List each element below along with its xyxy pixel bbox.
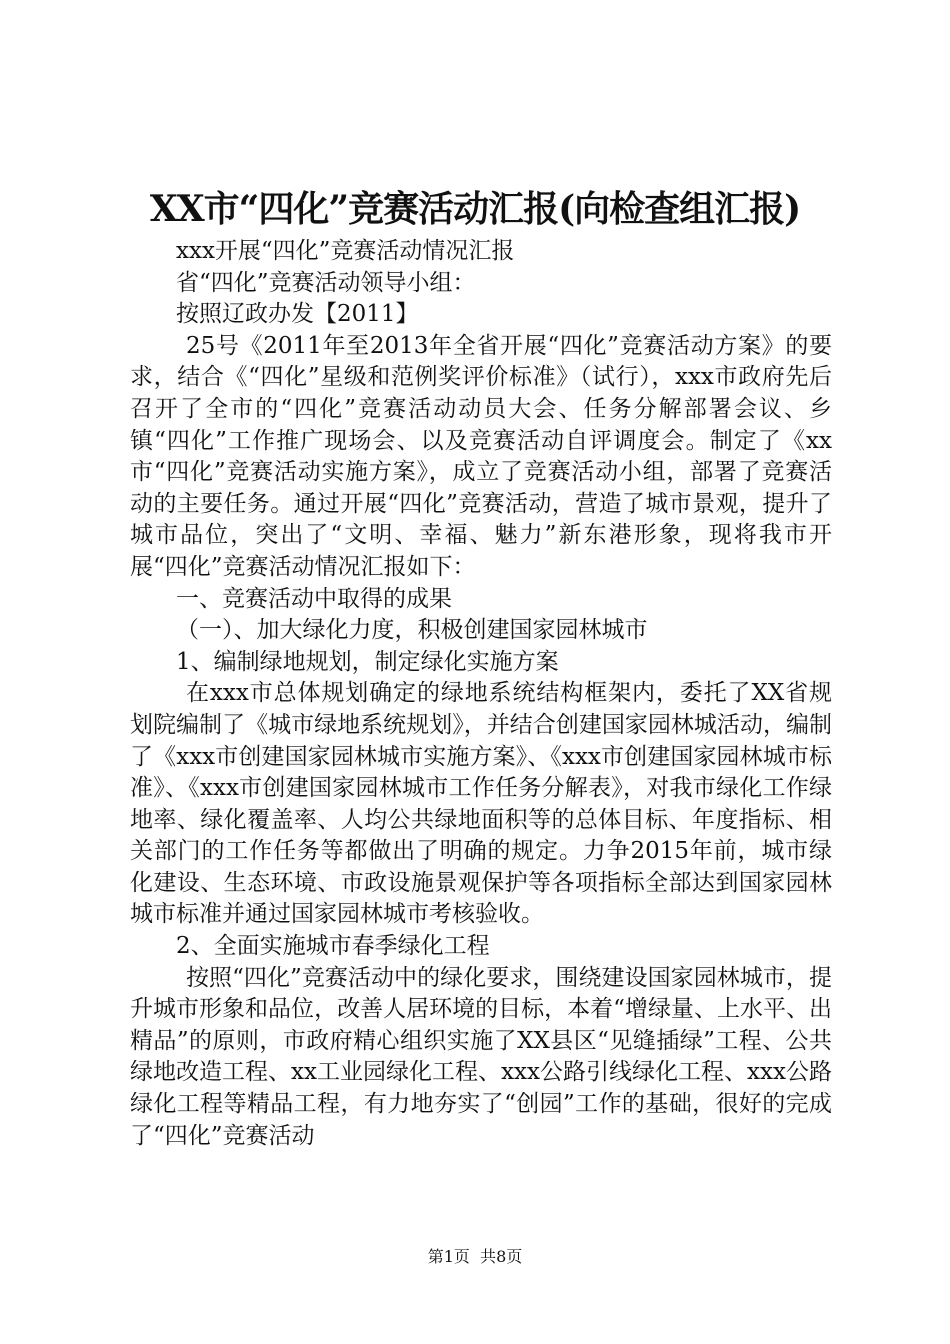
document-body: [130, 236, 832, 1152]
paragraph-green-planning: 在xxx市总体规划确定的绿地系统结构框架内，委托了XX省规划院编制了《城市绿地系统规划》，并结合创建国家园林城活动，编制了《xxx市创建国家园林城市实施方案》、《xxx市创建国家园林城市标准》、《xxx市创建国家园林城市工作任务分解表》，对我市绿化工作绿地率、绿化覆盖率、人均公共绿地面积等的总体目标、年度指标、相关部门的工作任务等都做出了明确的规定。力争2015年前，城市绿化建设、生态环境、市政设施景观保护等各项指标全部达到国家园林城市标准并通过国家园林城市考核验收。: [130, 680, 832, 928]
section-heading-1: 一、竞赛活动中取得的成果: [176, 585, 452, 612]
paragraph-intro: 按照辽政办发【2011】: [176, 301, 419, 328]
paragraph-spring-greening: 按照“四化”竞赛活动中的绿化要求，围绕建设国家园林城市，提升城市形象和品位，改善人居环境的目标，本着“增绿量、上水平、出精品”的原则，市政府精心组织实施了XX县区“见缝插绿”工程、公共绿地改造工程、xx工业园绿化工程、xxx公路引线绿化工程、xxx公路绿化工程等精品工程，有力地夯实了“创园”工作的基础，很好的完成了“四化”竞赛活动: [130, 964, 832, 1149]
subsection-heading-1: （一）、加大绿化力度，积极创建国家园林城市: [176, 617, 648, 644]
item-heading-2: 2、全面实施城市春季绿化工程: [176, 933, 490, 960]
item-heading-1: 1、编制绿地规划，制定绿化实施方案: [176, 648, 559, 675]
report-heading: xxx开展“四化”竞赛活动情况汇报: [176, 238, 515, 264]
page-number: 第1页 共8页: [427, 1247, 523, 1266]
paragraph-overview: 25号《2011年至2013年全省开展“四化”竞赛活动方案》的要求，结合《“四化”星级和范例奖评价标准》（试行），xxx市政府先后召开了全市的“四化”竞赛活动动员大会、任务分解部署会议、乡镇“四化”工作推广现场会、以及竞赛活动自评调度会。制定了《xx市“四化”竞赛活动实施方案》，成立了竞赛活动小组，部署了竞赛活动的主要任务。通过开展“四化”竞赛活动，营造了城市景观，提升了城市品位，突出了“文明、幸福、魅力”新东港形象，现将我市开展“四化”竞赛活动情况汇报如下：: [130, 332, 832, 580]
salutation: 省“四化”竞赛活动领导小组：: [176, 269, 476, 296]
document-title: XX市“四化”竞赛活动汇报(向检查组汇报): [149, 188, 801, 230]
